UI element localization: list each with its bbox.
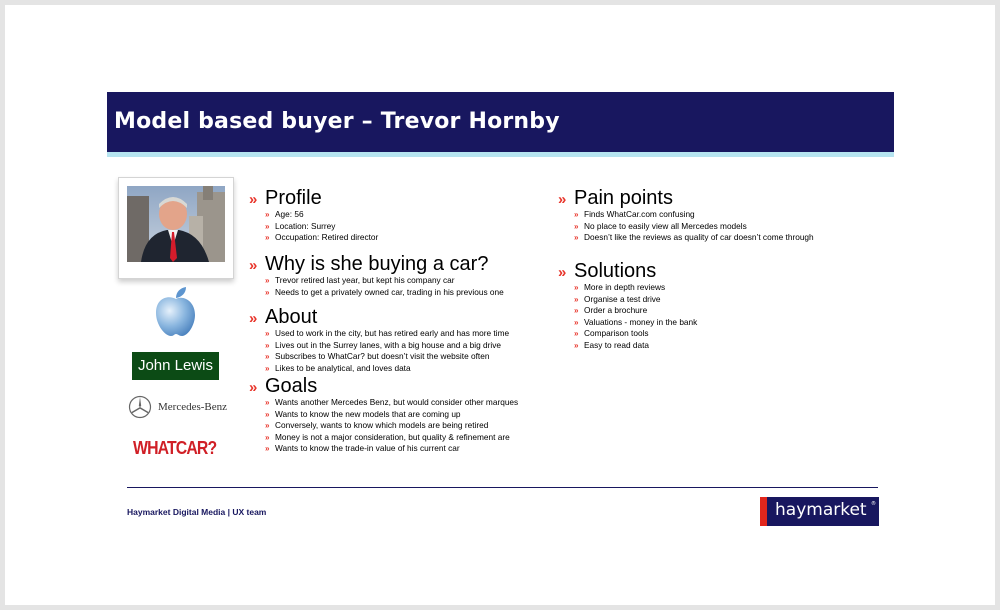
list-item: » Organise a test drive xyxy=(574,293,661,304)
section-profile xyxy=(249,187,378,244)
bullet-icon: » xyxy=(574,317,579,327)
list-item: » Used to work in the city, but has retired early and has more time xyxy=(265,328,510,338)
list-item: » More in depth reviews xyxy=(574,282,666,292)
bullet-icon: » xyxy=(265,340,270,350)
section-about xyxy=(249,306,509,374)
section-title: Why is she buying a car? xyxy=(265,253,489,275)
title-bar xyxy=(107,92,894,157)
list-item: » Subscribes to WhatCar? but doesn’t visit the website often xyxy=(265,351,490,361)
bullet-icon: » xyxy=(265,210,270,219)
section-why-buying xyxy=(249,253,504,298)
bullet-icon: » xyxy=(574,221,579,231)
mercedes-wordmark: Mercedes-Benz xyxy=(158,401,228,413)
list-item: » Doesn’t like the reviews as quality of car doesn’t come through xyxy=(574,232,814,242)
list-item: » Age: 56 xyxy=(265,209,304,219)
section-title: Goals xyxy=(265,375,318,397)
haymarket-logo xyxy=(760,497,879,526)
bullet-icon: » xyxy=(574,340,579,350)
bullet-icon: » xyxy=(265,329,270,338)
bullet-icon: » xyxy=(265,409,270,419)
slide-title: Model based buyer – Trevor Hornby xyxy=(114,109,560,134)
section-title: About xyxy=(265,306,318,328)
list-item: » Likes to be analytical, and loves data xyxy=(265,362,411,373)
section-title: Solutions xyxy=(574,260,657,282)
list-item: » No place to easily view all Mercedes models xyxy=(574,220,747,231)
apple-icon xyxy=(153,287,198,337)
list-item: » Money is not a major consideration, but quality & refinement are xyxy=(265,431,510,442)
bullet-icon: » xyxy=(574,233,579,242)
section-goals xyxy=(249,375,518,455)
bullet-icon: » xyxy=(265,221,270,231)
list-item: » Comparison tools xyxy=(574,328,649,338)
list-item: » Needs to get a privately owned car, trading in his previous one xyxy=(265,286,504,297)
section-pain-points xyxy=(558,187,814,244)
slide xyxy=(5,5,995,605)
section-title: Profile xyxy=(265,187,322,209)
list-item: » Wants to know the trade-in value of his current car xyxy=(265,443,460,453)
bullet-icon: » xyxy=(574,210,579,219)
section-solutions xyxy=(558,260,697,351)
bullet-icon: » xyxy=(574,329,579,338)
list-item: » Valuations - money in the bank xyxy=(574,316,698,327)
list-item: » Lives out in the Surrey lanes, with a big house and a big drive xyxy=(265,339,501,350)
bullet-icon: » xyxy=(265,276,270,285)
persona-photo xyxy=(127,186,225,262)
bullet-icon: » xyxy=(265,432,270,442)
mercedes-logo xyxy=(128,395,228,419)
bullet-icon: » xyxy=(574,306,579,315)
section-bullet-icon: » xyxy=(249,310,258,327)
bullet-icon: » xyxy=(574,294,579,304)
list-item: » Occupation: Retired director xyxy=(265,232,379,242)
list-item: » Trevor retired last year, but kept his company car xyxy=(265,275,455,285)
section-bullet-icon: » xyxy=(558,264,567,281)
section-title: Pain points xyxy=(574,187,673,209)
haymarket-logo-stripe xyxy=(760,497,767,526)
footer-credit: Haymarket Digital Media | UX team xyxy=(127,507,267,517)
persona-photo-frame xyxy=(118,177,234,279)
list-item: » Location: Surrey xyxy=(265,220,336,231)
section-bullet-icon: » xyxy=(249,191,258,208)
list-item: » Wants another Mercedes Benz, but would consider other marques xyxy=(265,397,519,407)
section-bullet-icon: » xyxy=(249,379,258,396)
bullet-icon: » xyxy=(265,398,270,407)
list-item: » Easy to read data xyxy=(574,339,650,350)
section-bullet-icon: » xyxy=(558,191,567,208)
bullet-icon: » xyxy=(265,352,270,361)
list-item: » Wants to know the new models that are coming up xyxy=(265,408,461,419)
bullet-icon: » xyxy=(265,233,270,242)
list-item: » Conversely, wants to know which models are being retired xyxy=(265,420,489,430)
bullet-icon: » xyxy=(265,363,270,373)
whatcar-logo: WHATCAR? xyxy=(133,438,217,458)
john-lewis-logo: John Lewis xyxy=(132,352,219,380)
list-item: » Order a brochure xyxy=(574,305,648,315)
section-bullet-icon: » xyxy=(249,257,258,274)
bullet-icon: » xyxy=(265,287,270,297)
bullet-icon: » xyxy=(265,421,270,430)
bullet-icon: » xyxy=(574,283,579,292)
mercedes-star-icon xyxy=(128,395,152,419)
registered-mark: ® xyxy=(871,501,876,507)
list-item: » Finds WhatCar.com confusing xyxy=(574,209,695,219)
haymarket-wordmark: haymarket xyxy=(775,500,867,520)
footer-divider xyxy=(127,487,878,488)
bullet-icon: » xyxy=(265,444,270,453)
